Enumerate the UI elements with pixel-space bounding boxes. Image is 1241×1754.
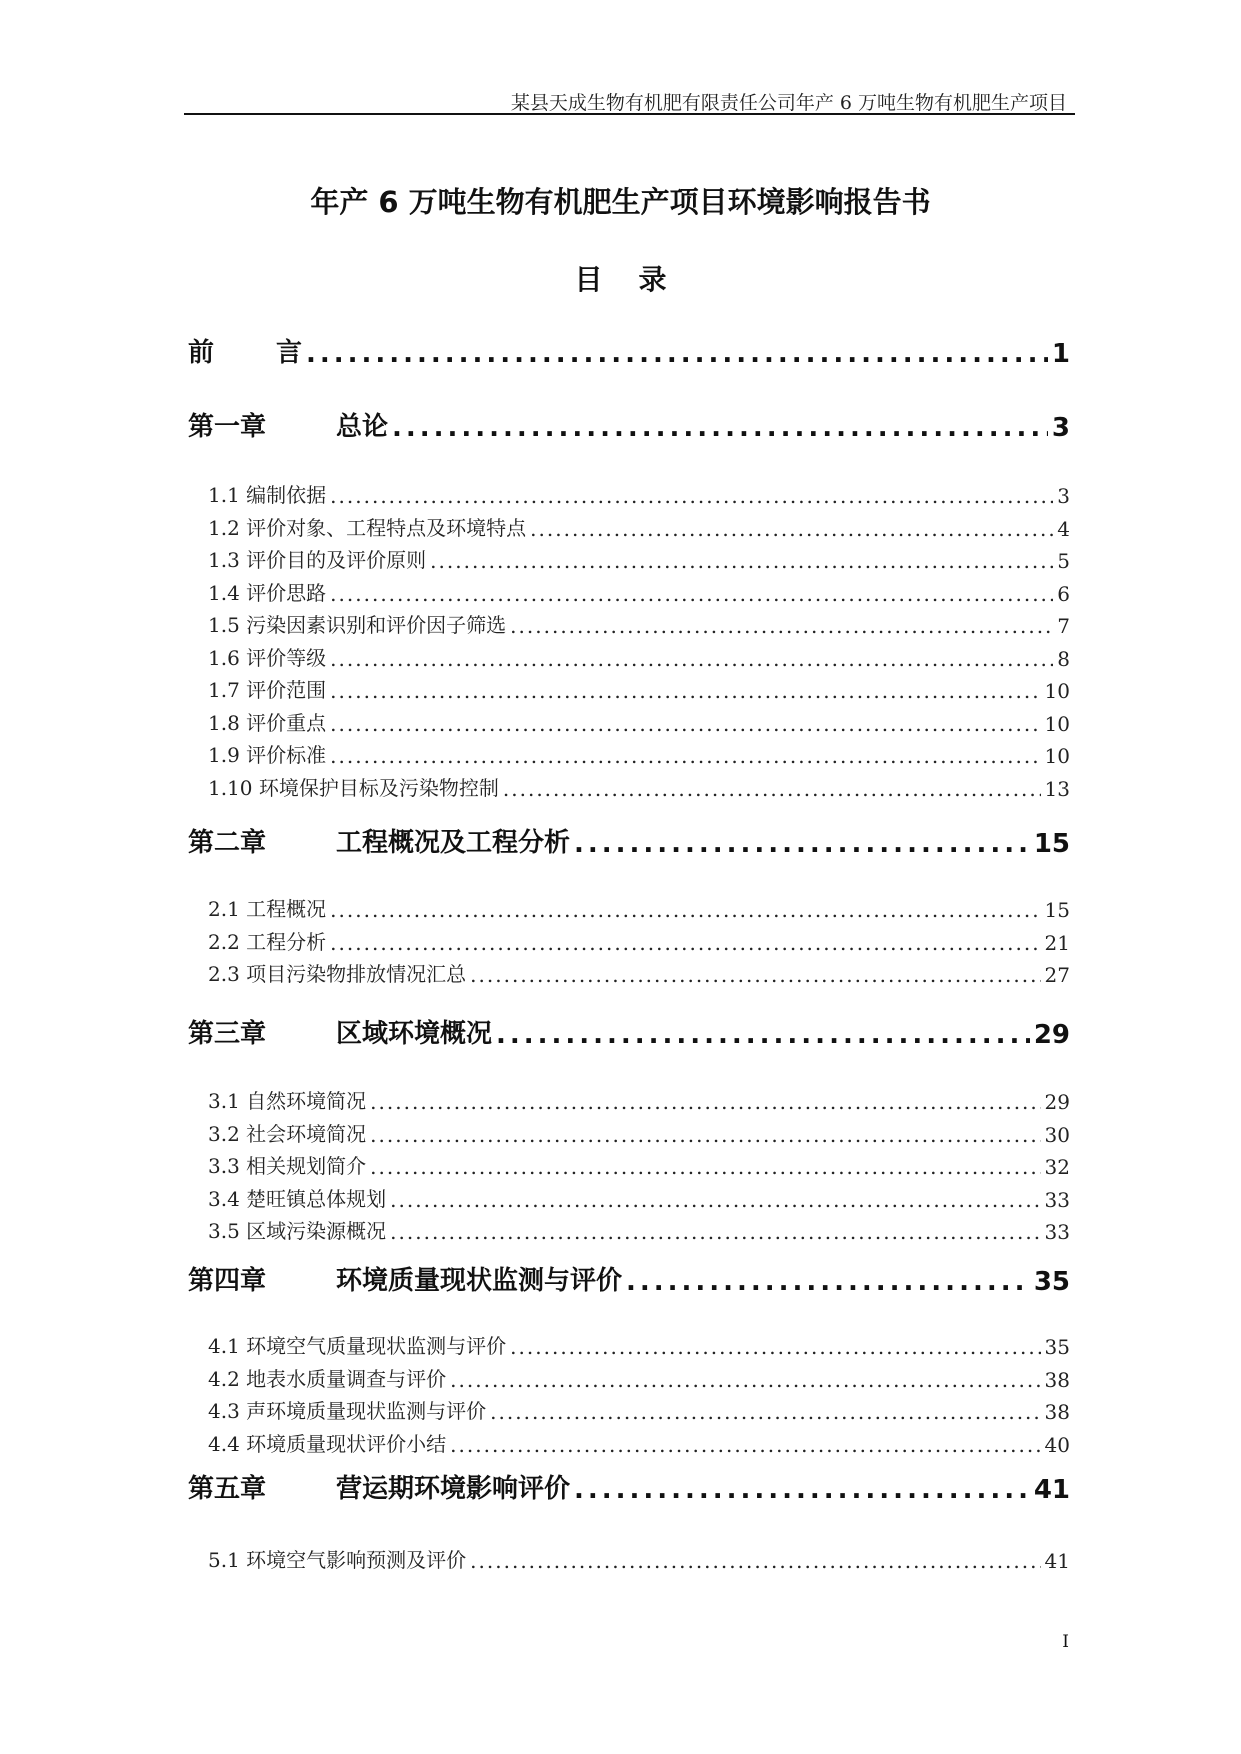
preface-label: 前 言 [188, 338, 303, 368]
chapter-title: 营运期环境影响评价 [336, 1474, 571, 1504]
section-label: 1.7 评价范围 [208, 678, 327, 702]
toc-page-number: 38 [1044, 1367, 1070, 1392]
toc-entry-section[interactable] [208, 577, 1070, 606]
toc-entry-section[interactable] [208, 512, 1070, 541]
toc-entry-section[interactable] [208, 1428, 1070, 1457]
toc-page-number: 5 [1057, 549, 1070, 573]
leader-dots [330, 484, 1053, 508]
toc-page-number: 10 [1044, 744, 1070, 768]
toc-entry-section[interactable] [208, 1183, 1070, 1212]
leader-dots [450, 1433, 1040, 1457]
toc-heading-char: 目 [574, 263, 603, 296]
section-label: 1.1 编制依据 [208, 483, 327, 507]
toc-entry-section[interactable] [208, 1150, 1070, 1179]
toc-entry-section[interactable] [208, 674, 1070, 703]
toc-page-number: 7 [1057, 614, 1070, 638]
toc-page-number: 40 [1044, 1432, 1070, 1457]
leader-dots [330, 931, 1040, 955]
leader-dots [430, 549, 1053, 573]
chapter-number: 第五章 [188, 1474, 267, 1504]
toc-page-number: 33 [1044, 1187, 1070, 1212]
toc-entry-section[interactable] [208, 1215, 1070, 1244]
toc-entry-chapter[interactable] [188, 406, 1070, 443]
section-label: 1.8 评价重点 [208, 710, 327, 735]
chapter-number: 第四章 [188, 1266, 267, 1296]
toc-page-number: 32 [1044, 1155, 1070, 1179]
toc-entry-section[interactable] [208, 772, 1070, 801]
leader-dots [330, 898, 1040, 922]
toc-entry-section[interactable] [208, 707, 1070, 736]
page-number: I [1062, 1632, 1069, 1652]
toc-page-number: 29 [1044, 1090, 1070, 1114]
toc-entry-section[interactable] [208, 1330, 1070, 1359]
leader-dots [490, 1400, 1040, 1424]
toc-entry-preface[interactable] [188, 332, 1070, 369]
toc-page-number: 41 [1044, 1549, 1070, 1573]
toc-page-number: 35 [1033, 1267, 1070, 1297]
toc-entry-section[interactable] [208, 893, 1070, 922]
section-label: 2.1 工程概况 [208, 897, 327, 921]
toc-page-number: 27 [1044, 963, 1070, 987]
section-label: 1.10 环境保护目标及污染物控制 [208, 775, 499, 800]
toc-entry-section[interactable] [208, 926, 1070, 955]
leader-dots [510, 614, 1053, 638]
toc-entry-section[interactable] [208, 1395, 1070, 1424]
toc-page-number: 8 [1057, 646, 1070, 671]
chapter-label [188, 1013, 492, 1050]
toc-entry-section[interactable] [208, 479, 1070, 508]
section-label: 1.2 评价对象、工程特点及环境特点 [208, 515, 527, 540]
leader-dots [574, 829, 1030, 859]
chapter-label [188, 1260, 622, 1297]
toc-entry-section[interactable] [208, 1085, 1070, 1114]
section-label: 4.4 环境质量现状评价小结 [208, 1431, 447, 1456]
toc-entry-chapter[interactable] [188, 1260, 1070, 1297]
chapter-title: 工程概况及工程分析 [336, 828, 571, 858]
leader-dots [390, 1220, 1040, 1244]
leader-dots [330, 679, 1040, 703]
toc-page-number: 38 [1044, 1400, 1070, 1424]
leader-dots [470, 1549, 1040, 1573]
chapter-title: 区域环境概况 [336, 1019, 493, 1049]
toc-entry-section[interactable] [208, 1544, 1070, 1573]
toc-entry-chapter[interactable] [188, 1013, 1070, 1050]
leader-dots [330, 647, 1053, 671]
toc-page-number: 35 [1044, 1335, 1070, 1359]
leader-dots [530, 517, 1053, 541]
chapter-title: 总论 [336, 412, 389, 442]
section-label: 3.2 社会环境简况 [208, 1121, 367, 1146]
chapter-number: 第三章 [188, 1019, 267, 1049]
section-label: 2.3 项目污染物排放情况汇总 [208, 962, 467, 986]
leader-dots [370, 1123, 1040, 1147]
leader-dots [330, 744, 1040, 768]
toc-page-number: 13 [1044, 776, 1070, 801]
toc-entry-section[interactable] [208, 958, 1070, 987]
section-label: 1.9 评价标准 [208, 743, 327, 767]
section-label: 3.4 楚旺镇总体规划 [208, 1186, 387, 1211]
toc-page-number: 15 [1033, 829, 1070, 859]
toc-page-number: 10 [1044, 679, 1070, 703]
toc-entry-chapter[interactable] [188, 822, 1070, 859]
leader-dots [390, 1188, 1040, 1212]
toc-entry-section[interactable] [208, 642, 1070, 671]
toc-page-number: 30 [1044, 1122, 1070, 1147]
chapter-label [188, 1468, 570, 1505]
leader-dots [370, 1090, 1040, 1114]
section-label: 4.3 声环境质量现状监测与评价 [208, 1399, 487, 1423]
leader-dots [503, 777, 1041, 801]
toc-entry-section[interactable] [208, 739, 1070, 768]
section-label: 1.5 污染因素识别和评价因子筛选 [208, 613, 507, 637]
leader-dots [470, 963, 1040, 987]
toc-page-number: 4 [1057, 516, 1070, 541]
toc-page-number: 15 [1044, 898, 1070, 922]
leader-dots [450, 1368, 1040, 1392]
section-label: 4.2 地表水质量调查与评价 [208, 1366, 447, 1391]
chapter-number: 第二章 [188, 828, 267, 858]
toc-page-number: 41 [1033, 1475, 1070, 1505]
section-label: 5.1 环境空气影响预测及评价 [208, 1548, 467, 1572]
toc-entry-chapter[interactable] [188, 1468, 1070, 1505]
section-label: 1.6 评价等级 [208, 645, 327, 670]
section-label: 1.3 评价目的及评价原则 [208, 548, 427, 572]
toc-heading-char: 录 [638, 263, 667, 296]
leader-dots [330, 582, 1053, 606]
section-label: 3.5 区域污染源概况 [208, 1219, 387, 1243]
leader-dots [574, 1475, 1030, 1505]
leader-dots [510, 1335, 1040, 1359]
running-header-text: 某县天成生物有机肥有限责任公司年产 6 万吨生物有机肥生产项目 [510, 92, 1067, 114]
chapter-number: 第一章 [188, 412, 267, 442]
chapter-label [188, 822, 570, 859]
toc-page-number: 6 [1057, 581, 1070, 606]
toc-page-number: 29 [1033, 1020, 1070, 1050]
section-label: 3.3 相关规划简介 [208, 1154, 367, 1178]
leader-dots [626, 1267, 1030, 1297]
toc-entry-section[interactable] [208, 609, 1070, 638]
toc-page-number: 1 [1051, 339, 1070, 369]
chapter-title: 环境质量现状监测与评价 [336, 1266, 623, 1296]
leader-dots [330, 712, 1040, 736]
toc-page-number: 3 [1057, 484, 1070, 508]
chapter-label [188, 406, 388, 443]
section-label: 2.2 工程分析 [208, 929, 327, 954]
toc-page-number: 10 [1044, 711, 1070, 736]
leader-dots [496, 1020, 1030, 1050]
document-title: 年产 6 万吨生物有机肥生产项目环境影响报告书 [310, 185, 931, 219]
toc-entry-section[interactable] [208, 544, 1070, 573]
section-label: 4.1 环境空气质量现状监测与评价 [208, 1334, 507, 1358]
leader-dots [370, 1155, 1040, 1179]
leader-dots [392, 413, 1048, 443]
toc-entry-section[interactable] [208, 1118, 1070, 1147]
section-label: 3.1 自然环境简况 [208, 1089, 367, 1113]
toc-page-number: 3 [1051, 413, 1070, 443]
toc-page-number: 21 [1044, 930, 1070, 955]
toc-page-number: 33 [1044, 1220, 1070, 1244]
leader-dots [306, 339, 1048, 369]
section-label: 1.4 评价思路 [208, 580, 327, 605]
toc-entry-section[interactable] [208, 1363, 1070, 1392]
